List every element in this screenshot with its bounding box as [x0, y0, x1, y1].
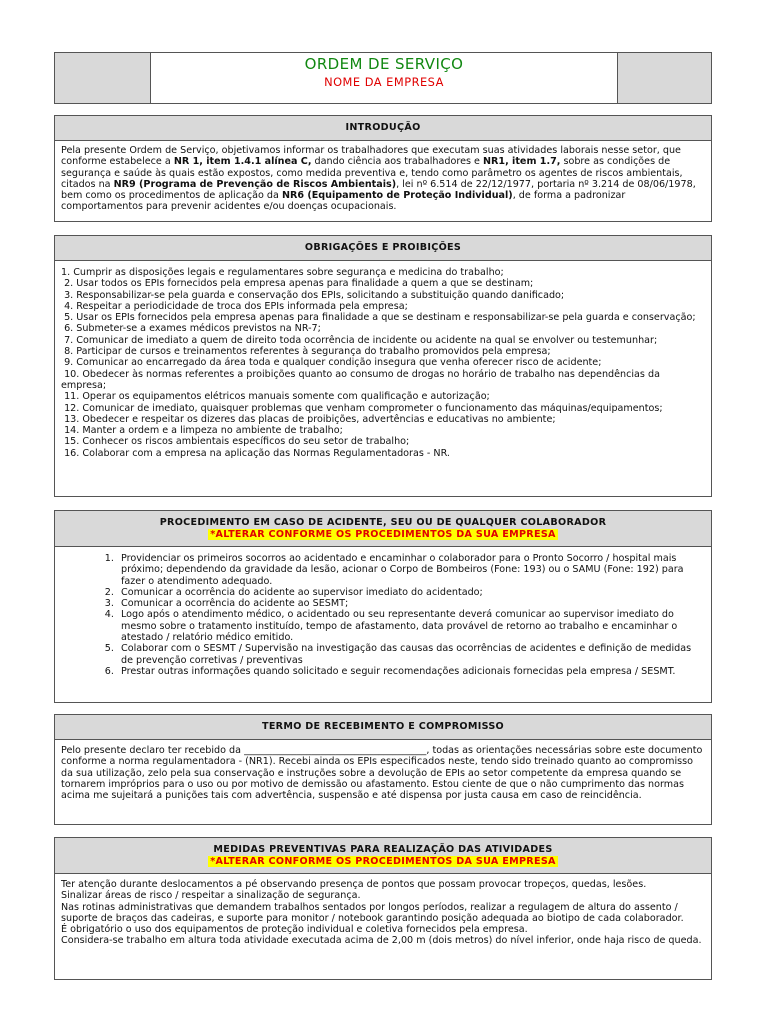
section-heading — [55, 838, 711, 874]
section-obrigacoes — [54, 235, 712, 497]
header-right-cell — [618, 53, 711, 103]
obligation-item: 6. Submeter-se a exames médicos previstos na NR-7; — [61, 323, 321, 335]
obligations-list — [61, 267, 705, 459]
obligation-item: 13. Obedecer e respeitar os dizeres das placas de proibições, advertências e educativas no ambiente; — [61, 413, 556, 425]
section-heading: OBRIGAÇÕES E PROIBIÇÕES — [55, 236, 711, 261]
preventive-measure: Considera-se trabalho em altura toda atividade executada acima de 2,00 m (dois metros) do nível inferior, onde haja risco de queda. — [61, 935, 702, 947]
warning-note: *ALTERAR CONFORME OS PROCEDIMENTOS DA SUA EMPRESA — [210, 855, 556, 867]
obligation-item: 10. Obedecer às normas referentes a proibições quanto ao consumo de drogas no horário de trabalho nas dependências da empresa; — [61, 368, 664, 391]
section-heading: INTRODUÇÃO — [55, 116, 711, 141]
intro-paragraph: Pela presente Ordem de Serviço, objetivamos informar os trabalhadores que executam suas atividades laborais nesse setor, que conforme estabelece a NR 1, item 1.4.1 alínea C, dando ciência aos trabalhadores e NR1, item 1.7, sobre as condições de segurança e saúde às quais estão expostos, como medida preventiva e, tendo como parâmetro os agentes de riscos ambientais, citados na NR9 (Programa de Prevenção de Riscos Ambientais), lei nº 6.514 de 22/12/1977, portaria nº 3.214 de 08/06/1978, bem como os procedimentos de aplicação da NR6 (Equipamento de Proteção Individual), de forma a padronizar comportamentos para prevenir acidentes e/ou doenças ocupacionais. — [61, 145, 696, 213]
obligation-item: 4. Respeitar a periodicidade de troca dos EPIs informada pela empresa; — [61, 300, 408, 312]
section-body — [55, 261, 711, 459]
obligation-item: 8. Participar de cursos e treinamentos referentes à segurança do trabalho promovidos pela empresa; — [61, 346, 551, 358]
document-title: ORDEM DE SERVIÇO — [304, 55, 464, 73]
obligation-item: 9. Comunicar ao encarregado da área toda e qualquer condição insegura que venha oferecer risco de acidente; — [61, 357, 602, 369]
procedure-item: 4. Logo após o atendimento médico, o acidentado ou seu representante deverá comunicar ao supervisor imediato do mesmo sobre o tratamento instituído, tempo de afastamento, data provável de retorno ao trabalho e encaminhar o atestado / relatório médico emitido. — [117, 609, 705, 643]
procedure-item: 2. Comunicar a ocorrência do acidente ao supervisor imediato do acidentado; — [117, 587, 705, 598]
warning-note: *ALTERAR CONFORME OS PROCEDIMENTOS DA SUA EMPRESA — [210, 528, 556, 540]
obligation-item: 5. Usar os EPIs fornecidos pela empresa apenas para finalidade a que se destinam e responsabilizar-se pela guarda e conservação; — [61, 312, 696, 324]
obligation-item: 3. Responsabilizar-se pela guarda e conservação dos EPIs, solicitando a substituição quando danificado; — [61, 289, 565, 301]
company-name: NOME DA EMPRESA — [324, 75, 444, 89]
section-title: PROCEDIMENTO EM CASO DE ACIDENTE, SEU OU DE QUALQUER COLABORADOR — [159, 517, 607, 528]
obligation-item: 7. Comunicar de imediato a quem de direito toda ocorrência de incidente ou acidente na qual se envolver ou testemunhar; — [61, 334, 658, 346]
termo-paragraph: Pelo presente declaro ter recebido da ______________________________________, todas as orientações necessárias sobre este documento conforme a norma regulamentadora - (NR1). Recebi ainda os EPIs especificados neste, tendo sido treinado quanto ao compromisso da sua utilização, zelo pela sua conservação e instruções sobre a devolução de EPIs ao setor competente da empresa quando se tornarem impróprios para o uso ou por motivo de demissão ou afastamento. Estou ciente de que o não cumprimento das normas acima me sujeitará a punições tais com advertência, suspensão e até dispensa por justa causa em caso de reincidência. — [61, 745, 703, 802]
obligation-item: 14. Manter a ordem e a limpeza no ambiente de trabalho; — [61, 425, 343, 437]
section-body — [55, 547, 711, 677]
section-heading — [55, 511, 711, 547]
header-left-cell — [55, 53, 150, 103]
obligation-item: 15. Conhecer os riscos ambientais específicos do seu setor de trabalho; — [61, 436, 410, 448]
preventive-measure: Nas rotinas administrativas que demandem trabalhos sentados por longos períodos, realizar a regulagem de altura do assento / suporte de braços das cadeiras, e suporte para monitor / notebook garantindo posição adequada ao biotipo de cada colaborador. — [61, 901, 684, 924]
procedure-item: 6. Prestar outras informações quando solicitado e seguir recomendações adicionais fornecidas pela empresa / SESMT. — [117, 666, 705, 677]
obligation-item: 11. Operar os equipamentos elétricos manuais somente com qualificação e autorização; — [61, 391, 490, 403]
section-medidas — [54, 837, 712, 980]
section-termo — [54, 714, 712, 825]
section-heading: TERMO DE RECEBIMENTO E COMPROMISSO — [55, 715, 711, 740]
preventive-measure: Ter atenção durante deslocamentos a pé observando presença de pontos que possam provocar tropeços, quedas, lesões. — [61, 879, 647, 890]
obligation-item: 2. Usar todos os EPIs fornecidos pela empresa apenas para finalidade a quem a que se destinam; — [61, 278, 534, 290]
procedure-list — [61, 553, 705, 677]
section-body — [55, 740, 711, 801]
header-title-cell — [150, 53, 618, 103]
section-introducao — [54, 115, 712, 222]
obligation-item: 1. Cumprir as disposições legais e regulamentares sobre segurança e medicina do trabalho; — [61, 267, 504, 278]
obligation-item: 16. Colaborar com a empresa na aplicação das Normas Regulamentadoras - NR. — [61, 447, 450, 459]
procedure-item: 1. Providenciar os primeiros socorros ao acidentado e encaminhar o colaborador para o Pronto Socorro / hospital mais próximo; dependendo da gravidade da lesão, acionar o Corpo de Bombeiros (Fone: 193) ou o SAMU (Fone: 192) para fazer o atendimento adequado. — [117, 553, 705, 587]
preventive-measure: É obrigatório o uso dos equipamentos de proteção individual e coletiva fornecidos pela empresa. — [61, 924, 528, 936]
obligation-item: 12. Comunicar de imediato, quaisquer problemas que venham comprometer o funcionamento das máquinas/equipamentos; — [61, 402, 663, 414]
procedure-item: 5. Colaborar com o SESMT / Supervisão na investigação das causas das ocorrências de acidentes e definição de medidas de prevenção corretivas / preventivas — [117, 643, 705, 666]
procedure-item: 3. Comunicar a ocorrência do acidente ao SESMT; — [117, 598, 705, 609]
section-procedimento — [54, 510, 712, 703]
section-body — [55, 874, 711, 947]
document-header — [54, 52, 712, 104]
section-title: MEDIDAS PREVENTIVAS PARA REALIZAÇÃO DAS ATIVIDADES — [213, 844, 553, 855]
section-body — [55, 141, 711, 213]
preventive-measure: Sinalizar áreas de risco / respeitar a sinalização de segurança. — [61, 890, 361, 902]
